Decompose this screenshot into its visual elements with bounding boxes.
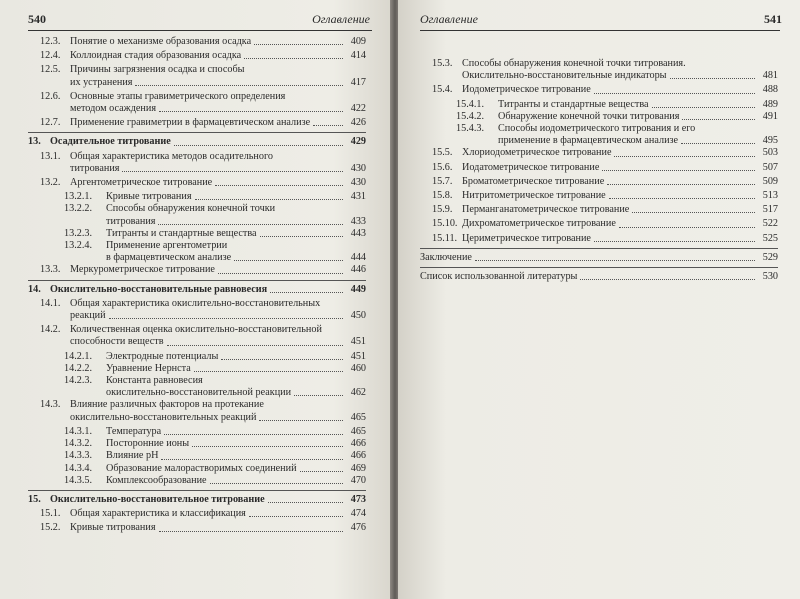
- toc-entry-page: 429: [350, 136, 366, 148]
- dot-leader: [221, 359, 343, 360]
- toc-entry-title: Иодатометрическое титрование: [462, 161, 600, 173]
- dot-leader: [254, 44, 343, 45]
- toc-entry-page: 462: [350, 387, 366, 399]
- toc-entry-page: 414: [350, 50, 366, 62]
- dot-leader: [195, 199, 343, 200]
- toc-entry-title: их устранения: [70, 76, 133, 88]
- toc-entry-title: Способы обнаружения конечной точки титрования.: [462, 58, 686, 69]
- dot-leader: [670, 78, 755, 79]
- toc-entry-number: 13.2.3.: [64, 227, 93, 239]
- toc-entry[interactable]: [28, 177, 366, 189]
- toc-entry-number: 15.4.1.: [456, 98, 485, 110]
- toc-entry[interactable]: [28, 298, 366, 322]
- dot-leader: [215, 185, 343, 186]
- toc-entry-page: 426: [350, 117, 366, 129]
- dot-leader: [164, 434, 343, 435]
- dot-leader: [632, 212, 755, 213]
- toc-entry-title: Температура: [106, 425, 162, 437]
- toc-entry-page: 529: [762, 251, 778, 263]
- right-running-head: Оглавление: [420, 12, 478, 26]
- toc-entry[interactable]: [28, 522, 366, 534]
- dot-leader: [122, 171, 343, 172]
- toc-entry-number: 14.2.: [40, 324, 61, 336]
- right-page: [398, 0, 800, 599]
- toc-entry-number: 15.5.: [432, 147, 453, 159]
- toc-entry[interactable]: [420, 99, 778, 111]
- toc-entry[interactable]: [28, 508, 366, 520]
- toc-entry-number: 15.6.: [432, 161, 453, 173]
- toc-entry-title: Коллоидная стадия образования осадка: [70, 50, 242, 62]
- toc-entry-title: Хлориодометрическое титрование: [462, 147, 612, 159]
- toc-entry-title: Общая характеристика методов осадительного: [70, 150, 273, 162]
- toc-entry-title: Цериметрическое титрование: [462, 232, 591, 244]
- toc-entry-title: Применение гравиметрии в фармацевтическом анализе: [70, 117, 311, 129]
- toc-entry-page: 430: [350, 177, 366, 189]
- dot-leader: [244, 58, 343, 59]
- toc-entry[interactable]: [28, 91, 366, 115]
- toc-entry-number: 15.3.: [432, 58, 453, 69]
- toc-entry-title: Посторонние ионы: [106, 438, 190, 450]
- toc-entry-page: 433: [350, 215, 366, 227]
- toc-entry-number: 14.3.2.: [64, 438, 93, 450]
- toc-entry-title: окислительно-восстановительной реакции: [106, 387, 292, 399]
- toc-entry[interactable]: [28, 136, 366, 148]
- dot-leader: [161, 459, 343, 460]
- toc-entry-title: титрования: [106, 215, 156, 227]
- toc-entry-number: 14.3.3.: [64, 450, 93, 462]
- toc-entry-title: окислительно-восстановительных реакций: [70, 411, 257, 423]
- toc-entry-title: Общая характеристика окислительно-восстановительных: [70, 297, 321, 309]
- toc-entry-title: Понятие о механизме образования осадка: [70, 36, 252, 47]
- toc-entry-page: 430: [350, 162, 366, 174]
- toc-entry-title: Меркурометрическое титрование: [70, 264, 215, 276]
- dot-leader: [159, 111, 343, 112]
- toc-entry[interactable]: [28, 151, 366, 175]
- dot-leader: [192, 446, 343, 447]
- toc-entry-page: 473: [350, 493, 366, 505]
- dot-leader: [300, 471, 343, 472]
- toc-entry-number: 12.4.: [40, 50, 61, 62]
- toc-entry[interactable]: [420, 252, 778, 264]
- toc-entry-page: 446: [350, 264, 366, 276]
- toc-entry[interactable]: [28, 240, 366, 264]
- toc-entry[interactable]: [420, 204, 778, 216]
- right-page-number: 541: [764, 12, 782, 26]
- toc-entry-page: 530: [762, 271, 778, 283]
- left-page-number: 540: [28, 12, 46, 26]
- toc-entry-title: титрования: [70, 162, 120, 174]
- dot-leader: [475, 260, 755, 261]
- dot-leader: [249, 516, 343, 517]
- dot-leader: [594, 93, 755, 94]
- section-separator: [28, 490, 366, 491]
- toc-entry-number: 15.8.: [432, 190, 453, 202]
- toc-entry[interactable]: [28, 50, 366, 62]
- toc-entry-page: 476: [350, 522, 366, 534]
- toc-entry[interactable]: [28, 191, 366, 203]
- toc-entry-page: 466: [350, 450, 366, 462]
- toc-entry-page: 522: [762, 218, 778, 230]
- toc-entry-number: 13.: [28, 136, 41, 148]
- dot-leader: [609, 198, 755, 199]
- toc-entry-title: Список использованной литературы: [420, 271, 578, 283]
- toc-entry-title: Влияние pH: [106, 450, 159, 462]
- left-toc: [28, 36, 366, 537]
- toc-entry[interactable]: [28, 375, 366, 399]
- toc-entry-title: Комплексообразование: [106, 474, 207, 486]
- section-separator: [28, 280, 366, 281]
- toc-entry[interactable]: [28, 228, 366, 240]
- dot-leader: [218, 273, 343, 274]
- toc-entry-number: 14.1.: [40, 297, 61, 309]
- toc-entry-title: Заключение: [420, 251, 472, 263]
- dot-leader: [167, 345, 343, 346]
- toc-entry-page: 474: [350, 508, 366, 520]
- toc-entry[interactable]: [420, 111, 778, 123]
- toc-entry[interactable]: [420, 233, 778, 245]
- toc-entry[interactable]: [420, 84, 778, 96]
- toc-entry-number: 13.2.2.: [64, 203, 93, 215]
- toc-entry-number: 12.3.: [40, 36, 61, 47]
- toc-entry-title: Причины загрязнения осадка и способы: [70, 64, 245, 76]
- toc-entry-page: 444: [350, 252, 366, 264]
- dot-leader: [174, 145, 343, 146]
- toc-entry-title: Титранты и стандартные вещества: [498, 98, 649, 110]
- toc-entry-number: 13.2.4.: [64, 240, 93, 252]
- toc-entry-page: 513: [762, 190, 778, 202]
- toc-entry[interactable]: [420, 190, 778, 202]
- dot-leader: [260, 236, 343, 237]
- toc-entry-title: Окислительно-восстановительное титрование: [50, 493, 265, 505]
- dot-leader: [234, 260, 343, 261]
- toc-entry-title: реакций: [70, 310, 106, 322]
- toc-entry-number: 12.7.: [40, 117, 61, 129]
- toc-entry-title: Кривые титрования: [70, 522, 156, 534]
- toc-entry[interactable]: [420, 123, 778, 147]
- toc-entry-number: 14.3.4.: [64, 462, 93, 474]
- dot-leader: [602, 170, 755, 171]
- toc-entry-title: применение в фармацевтическом анализе: [498, 135, 679, 147]
- toc-entry-page: 465: [350, 411, 366, 423]
- toc-entry-page: 503: [762, 147, 778, 159]
- toc-entry-title: Константа равновесия: [106, 375, 203, 387]
- toc-entry-title: Электродные потенциалы: [106, 350, 219, 362]
- toc-entry[interactable]: [28, 36, 366, 48]
- dot-leader: [682, 119, 755, 120]
- toc-entry-page: 507: [762, 161, 778, 173]
- toc-entry-number: 13.3.: [40, 264, 61, 276]
- toc-entry[interactable]: [420, 162, 778, 174]
- dot-leader: [135, 85, 343, 86]
- toc-entry-title: Общая характеристика и классификация: [70, 508, 246, 520]
- dot-leader: [607, 184, 755, 185]
- toc-entry-page: 466: [350, 438, 366, 450]
- section-separator: [420, 248, 778, 249]
- toc-entry[interactable]: [28, 494, 366, 506]
- section-separator: [420, 267, 778, 268]
- toc-entry-page: 465: [350, 425, 366, 437]
- toc-entry-page: 470: [350, 474, 366, 486]
- toc-entry-page: 488: [762, 84, 778, 96]
- dot-leader: [594, 241, 755, 242]
- toc-entry-number: 12.5.: [40, 64, 61, 76]
- toc-entry-page: 525: [762, 232, 778, 244]
- dot-leader: [580, 279, 755, 280]
- toc-entry[interactable]: [28, 475, 366, 487]
- toc-entry-title: Образование малорастворимых соединений: [106, 462, 297, 474]
- toc-entry-number: 15.4.: [432, 84, 453, 96]
- toc-entry-page: 409: [350, 36, 366, 47]
- toc-entry-number: 14.3.5.: [64, 474, 93, 486]
- toc-entry-title: Основные этапы гравиметрического определения: [70, 90, 286, 102]
- toc-entry-number: 14.: [28, 283, 41, 295]
- toc-entry-page: 451: [350, 336, 366, 348]
- toc-entry-number: 13.1.: [40, 150, 61, 162]
- toc-entry-title: Окислительно-восстановительные равновесия: [50, 283, 268, 295]
- toc-entry-title: Влияние различных факторов на протекание: [70, 399, 264, 411]
- toc-entry[interactable]: [420, 58, 778, 82]
- dot-leader: [614, 156, 755, 157]
- toc-entry-page: 460: [350, 362, 366, 374]
- toc-entry-number: 15.9.: [432, 204, 453, 216]
- toc-entry-title: Способы обнаружения конечной точки: [106, 203, 276, 215]
- toc-entry-page: 417: [350, 76, 366, 88]
- toc-entry[interactable]: [420, 147, 778, 159]
- dot-leader: [259, 420, 343, 421]
- toc-entry-number: 15.4.3.: [456, 123, 485, 135]
- toc-entry-number: 14.2.2.: [64, 362, 93, 374]
- dot-leader: [210, 483, 343, 484]
- toc-entry[interactable]: [28, 351, 366, 363]
- toc-entry-title: Нитритометрическое титрование: [462, 190, 606, 202]
- dot-leader: [619, 227, 755, 228]
- dot-leader: [294, 395, 343, 396]
- toc-entry-title: Броматометрическое титрование: [462, 175, 605, 187]
- section-separator: [28, 132, 366, 133]
- toc-entry[interactable]: [28, 324, 366, 348]
- toc-entry-number: 15.7.: [432, 175, 453, 187]
- toc-entry-page: 451: [350, 350, 366, 362]
- toc-entry[interactable]: [28, 450, 366, 462]
- dot-leader: [313, 125, 343, 126]
- toc-entry[interactable]: [28, 399, 366, 423]
- toc-entry-title: Количественная оценка окислительно-восстановительной: [70, 324, 322, 336]
- dot-leader: [268, 502, 343, 503]
- toc-entry-page: 491: [762, 110, 778, 122]
- toc-entry-number: 15.10.: [432, 218, 458, 230]
- toc-entry-title: Кривые титрования: [106, 191, 192, 203]
- toc-entry[interactable]: [28, 426, 366, 438]
- toc-entry-number: 14.2.3.: [64, 375, 93, 387]
- toc-entry-title: Обнаружение конечной точки титрования: [498, 110, 680, 122]
- toc-entry-page: 443: [350, 227, 366, 239]
- toc-entry[interactable]: [28, 264, 366, 276]
- toc-entry-number: 15.11.: [432, 232, 458, 244]
- toc-entry-number: 15.1.: [40, 508, 61, 520]
- toc-entry-page: 489: [762, 98, 778, 110]
- toc-entry[interactable]: [28, 284, 366, 296]
- toc-entry-number: 14.3.: [40, 399, 61, 411]
- toc-entry-number: 14.2.1.: [64, 350, 93, 362]
- dot-leader: [158, 224, 343, 225]
- toc-entry-title: Иодометрическое титрование: [462, 84, 591, 96]
- left-running-head: Оглавление: [312, 12, 370, 26]
- toc-entry-title: Дихроматометрическое титрование: [462, 218, 616, 230]
- toc-entry-number: 13.2.: [40, 177, 61, 189]
- toc-entry-title: Осадительное титрование: [50, 136, 171, 148]
- toc-entry-title: Аргентометрическое титрование: [70, 177, 213, 189]
- toc-entry-title: Способы иодометрического титрования и его: [498, 123, 696, 135]
- toc-entry-title: Окислительно-восстановительные индикаторы: [462, 70, 667, 82]
- toc-entry-number: 14.3.1.: [64, 425, 93, 437]
- dot-leader: [270, 292, 343, 293]
- toc-entry-number: 13.2.1.: [64, 191, 93, 203]
- left-header-rule: [28, 30, 372, 31]
- dot-leader: [681, 143, 755, 144]
- toc-entry[interactable]: [28, 117, 366, 129]
- toc-entry[interactable]: [28, 64, 366, 88]
- toc-entry-page: 449: [350, 283, 366, 295]
- toc-entry[interactable]: [28, 463, 366, 475]
- right-toc: [420, 58, 778, 285]
- toc-entry[interactable]: [420, 271, 778, 283]
- toc-entry[interactable]: [28, 363, 366, 375]
- toc-entry-title: Уравнение Нернста: [106, 362, 191, 374]
- toc-entry-number: 15.4.2.: [456, 110, 485, 122]
- toc-entry-page: 495: [762, 135, 778, 147]
- left-page: [0, 0, 392, 599]
- toc-entry-number: 15.2.: [40, 522, 61, 534]
- toc-entry-number: 15.: [28, 493, 41, 505]
- toc-entry-page: 517: [762, 204, 778, 216]
- toc-entry-page: 431: [350, 191, 366, 203]
- toc-entry-page: 422: [350, 103, 366, 115]
- toc-entry-title: Перманганатометрическое титрование: [462, 204, 630, 216]
- toc-entry-title: Титранты и стандартные вещества: [106, 227, 257, 239]
- dot-leader: [194, 371, 343, 372]
- toc-entry-title: Применение аргентометрии: [106, 240, 228, 252]
- toc-entry[interactable]: [28, 438, 366, 450]
- toc-entry-title: методом осаждения: [70, 103, 157, 115]
- toc-entry[interactable]: [420, 176, 778, 188]
- toc-entry-page: 450: [350, 310, 366, 322]
- right-header-rule: [420, 30, 780, 31]
- toc-entry[interactable]: [28, 203, 366, 227]
- toc-entry-title: способности веществ: [70, 336, 164, 348]
- toc-entry[interactable]: [420, 218, 778, 230]
- dot-leader: [109, 318, 343, 319]
- dot-leader: [652, 107, 755, 108]
- toc-entry-page: 481: [762, 70, 778, 82]
- dot-leader: [159, 531, 343, 532]
- toc-entry-title: в фармацевтическом анализе: [106, 252, 232, 264]
- toc-entry-page: 509: [762, 175, 778, 187]
- toc-entry-page: 469: [350, 462, 366, 474]
- toc-entry-number: 12.6.: [40, 90, 61, 102]
